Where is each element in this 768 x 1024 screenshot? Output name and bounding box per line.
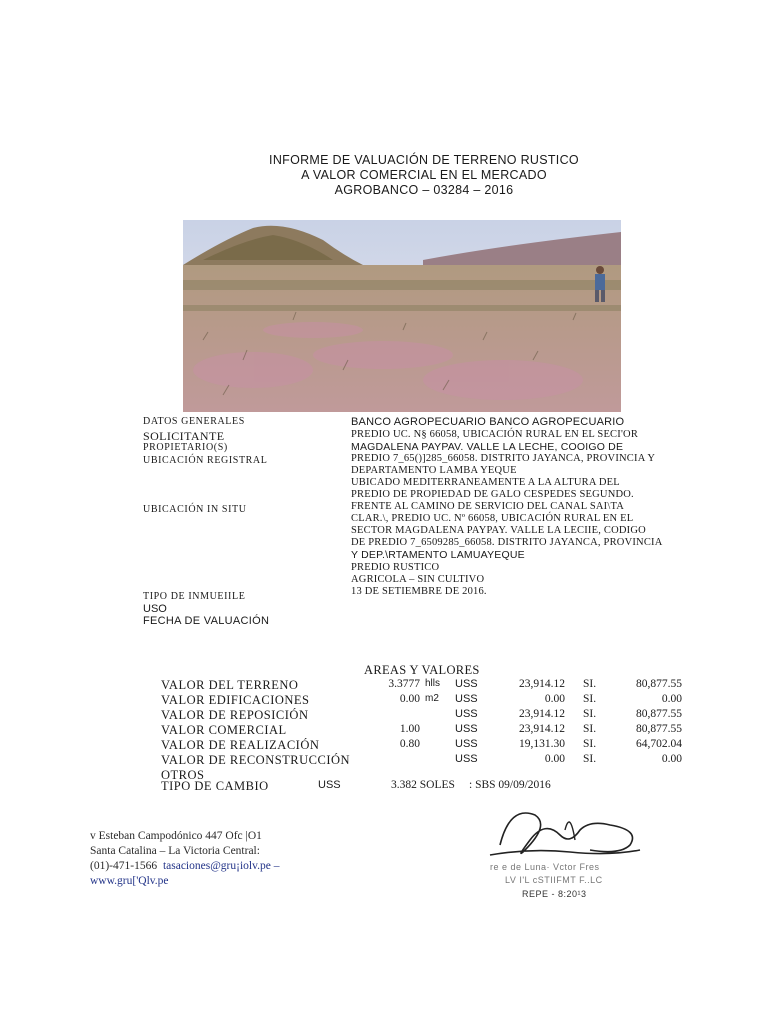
valor-sl-label: SI. <box>583 723 597 735</box>
valor-label: VALOR COMERCIAL <box>161 723 287 737</box>
valor-usd: 23,914.12 <box>519 723 565 735</box>
value-registral-line: PREDIO 7_65()]285_66058. DISTRITO JAYANCA, PROVINCIA Y <box>351 453 656 464</box>
value-registral-line: MAGDALENA PAYPAV. VALLE LA LECHE, COOIGO DE <box>351 441 624 453</box>
valor-area: 3.3777 <box>388 678 420 690</box>
valor-usd: 23,914.12 <box>519 678 565 690</box>
valor-soles: 0.00 <box>661 753 682 765</box>
valor-usd: 23,914.12 <box>519 708 565 720</box>
valor-soles: 80,877.55 <box>636 708 682 720</box>
valor-unit: hlls <box>425 678 441 689</box>
label-tipo-cambio: TIPO DE CAMBIO <box>161 779 269 793</box>
signature-scribble <box>470 800 650 870</box>
report-title-line2: A VALOR COMERCIAL EN EL MERCADO <box>301 168 547 182</box>
valor-currency: USS <box>455 723 478 735</box>
valor-area: 0.00 <box>399 693 420 705</box>
valor-area: 0.80 <box>399 738 420 750</box>
label-fecha-valuacion: FECHA DE VALUACIÓN <box>143 615 270 627</box>
label-propietarios: PROPIETARIO(S) <box>143 442 228 453</box>
terrain-photo-illustration <box>183 220 621 412</box>
value-solicitante: BANCO AGROPECUARIO BANCO AGROPECUARIO <box>351 416 625 428</box>
tipo-cambio-currency: USS <box>318 779 341 791</box>
valor-currency: USS <box>455 678 478 690</box>
valor-label: VALOR DE RECONSTRUCCIÓN <box>161 753 351 767</box>
footer-phone: (01)-471-1566 <box>90 860 158 872</box>
value-situ-line: CLAR.\, PREDIO UC. Nº 66058, UBICACIÓN RURAL EN EL <box>351 513 634 524</box>
tipo-cambio-value: 3.382 SOLES <box>391 779 455 791</box>
valor-label: VALOR DE REALIZACIÓN <box>161 738 320 752</box>
footer-web-link[interactable]: www.gru['Qlv.pe <box>90 875 169 887</box>
terrain-photo <box>183 220 621 412</box>
valor-currency: USS <box>455 708 478 720</box>
label-ubicacion-in-situ: UBICACIÓN IN SITU <box>143 504 247 515</box>
label-datos-generales: DATOS GENERALES <box>143 416 245 427</box>
valor-currency: USS <box>455 753 478 765</box>
valor-usd: 0.00 <box>544 693 565 705</box>
value-fecha: 13 DE SETIEMBRE DE 2016. <box>351 586 487 597</box>
report-title-line3: AGROBANCO – 03284 – 2016 <box>334 183 514 197</box>
signature-title: LV I'L cSTIIFMT F..LC <box>505 875 603 885</box>
valor-currency: USS <box>455 693 478 705</box>
valor-sl-label: SI. <box>583 738 597 750</box>
value-situ-line: SECTOR MAGDALENA PAYPAY. VALLE LA LECIIE, CODIGO <box>351 525 646 536</box>
valor-unit: m2 <box>425 693 439 704</box>
footer-email-link[interactable]: tasaciones@gru¡iolv.pe – <box>162 860 280 872</box>
valor-soles: 80,877.55 <box>636 723 682 735</box>
label-ubicacion-registral: UBICACIÓN REGISTRAL <box>143 455 268 466</box>
signature-registration: REPE - 8:20¹3 <box>522 889 587 899</box>
value-situ-line: PREDIO DE PROPIEDAD DE GALO CESPEDES SEGUNDO. <box>351 489 634 500</box>
value-situ-line: DE PREDIO 7_6509285_66058. DISTRITO JAYANCA, PROVINCIA <box>351 537 663 548</box>
label-tipo-inmueble: TIPO DE INMUEIILE <box>143 591 246 602</box>
footer-contact-line <box>90 860 279 872</box>
label-solicitante: SOLICITANTE <box>143 429 225 443</box>
valor-label: VALOR DE REPOSICIÓN <box>161 708 309 722</box>
value-registral-line: DEPARTAMENTO LAMBA YEQUE <box>351 465 517 476</box>
report-title-line1: INFORME DE VALUACIÓN DE TERRENO RUSTICO <box>269 153 579 167</box>
valor-area: 1.00 <box>399 723 420 735</box>
valor-label: VALOR DEL TERRENO <box>161 678 299 692</box>
value-uso: AGRICOLA – SIN CULTIVO <box>351 574 485 585</box>
valor-soles: 0.00 <box>661 693 682 705</box>
footer-address-1: v Esteban Campodónico 447 Ofc |O1 <box>90 830 262 842</box>
value-situ-line: FRENTE AL CAMINO DE SERVICIO DEL CANAL SAI\TA <box>351 501 625 512</box>
valor-soles: 64,702.04 <box>636 738 682 750</box>
valores-heading: AREAS Y VALORES <box>364 663 480 677</box>
value-situ-line: UBICADO MEDITERRANEAMENTE A LA ALTURA DEL <box>351 477 620 488</box>
valor-sl-label: SI. <box>583 678 597 690</box>
signature-name: re e de Luna· Vctor Fres <box>490 862 600 872</box>
valor-sl-label: SI. <box>583 753 597 765</box>
label-uso: USO <box>143 603 167 615</box>
value-tipo-inmueble: PREDIO RUSTICO <box>351 562 440 573</box>
value-registral-line: PREDIO UC. N§ 66058, UBICACIÓN RURAL EN EL SECI'OR <box>351 429 639 440</box>
valor-label: VALOR EDIFICACIONES <box>161 693 310 707</box>
valor-usd: 0.00 <box>544 753 565 765</box>
value-situ-line: Y DEP.\RTAMENTO LAMUAYEQUE <box>351 549 525 561</box>
valor-currency: USS <box>455 738 478 750</box>
valor-sl-label: SI. <box>583 708 597 720</box>
signature-graphic <box>470 800 650 870</box>
valor-sl-label: SI. <box>583 693 597 705</box>
valor-label: OTROS <box>161 768 205 782</box>
valor-usd: 19,131.30 <box>519 738 565 750</box>
tipo-cambio-source: : SBS 09/09/2016 <box>469 779 551 791</box>
footer-address-2: Santa Catalina – La Victoria Central: <box>90 845 260 857</box>
valor-soles: 80,877.55 <box>636 678 682 690</box>
